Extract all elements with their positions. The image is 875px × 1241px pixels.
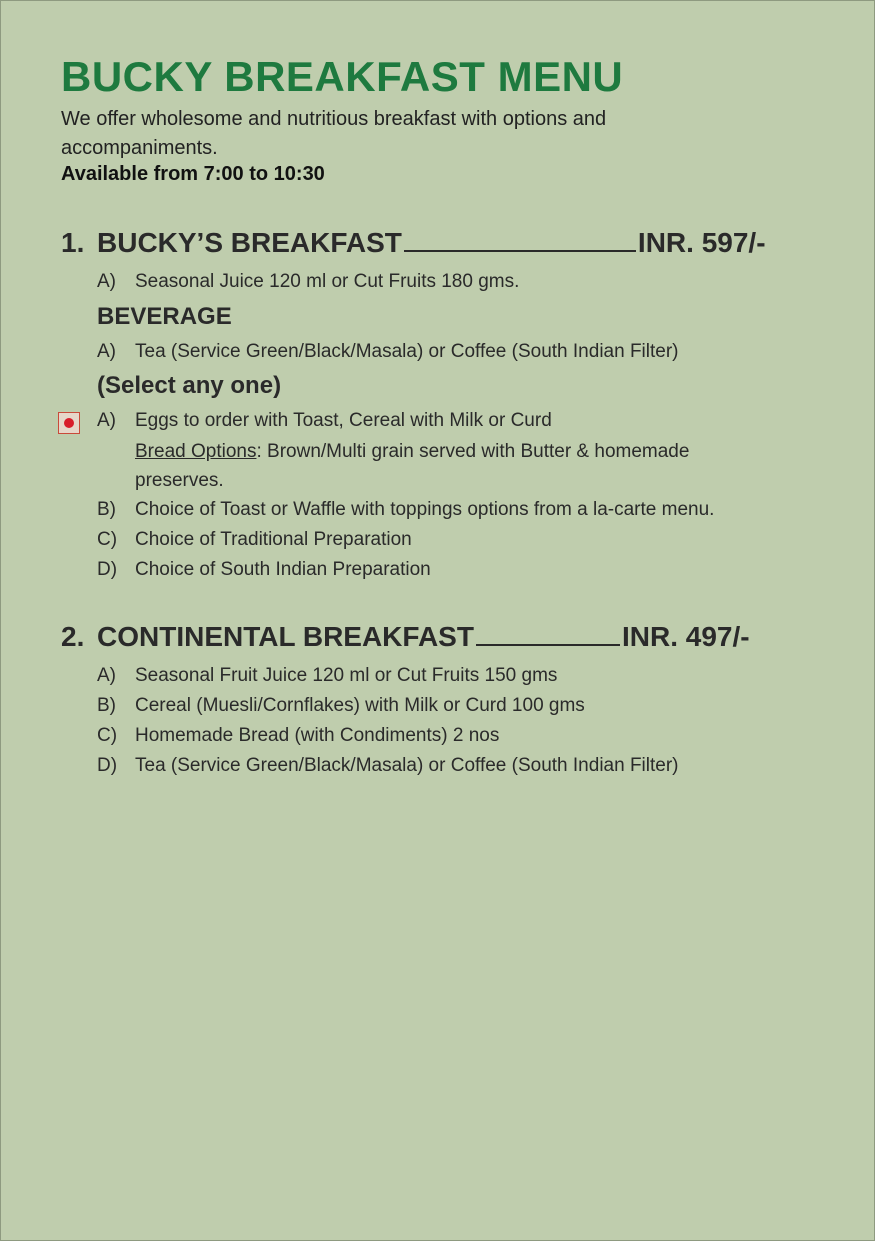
section-price: INR. 597/- [637, 227, 766, 258]
list-item [97, 691, 585, 721]
item-text: Choice of Traditional Preparation [135, 529, 412, 550]
item-letter: D) [97, 755, 118, 776]
bread-options-label: Bread Options [135, 441, 257, 462]
section-number: 2. [61, 621, 85, 652]
leader-line [476, 643, 620, 646]
list-item [97, 267, 519, 297]
select-heading: (Select any one) [97, 372, 282, 399]
item-text: Seasonal Fruit Juice 120 ml or Cut Fruits 150 gms [135, 665, 558, 686]
list-item [97, 751, 679, 781]
item-letter: D) [97, 559, 118, 580]
item-text: Choice of South Indian Preparation [135, 559, 431, 580]
bread-options-line [135, 437, 689, 466]
item-letter: A) [97, 341, 116, 362]
item-letter: C) [97, 725, 118, 746]
section-heading-continental-breakfast [61, 621, 750, 657]
item-letter: B) [97, 499, 116, 520]
list-item [97, 661, 557, 691]
availability-text: Available from 7:00 to 10:30 [61, 163, 325, 185]
item-text: Seasonal Juice 120 ml or Cut Fruits 180 gms. [135, 271, 520, 292]
section-name: CONTINENTAL BREAKFAST [97, 621, 474, 652]
item-letter: A) [97, 410, 116, 431]
item-text: Eggs to order with Toast, Cereal with Milk or Curd [135, 410, 552, 431]
section-price: INR. 497/- [621, 621, 750, 652]
item-letter: A) [97, 271, 116, 292]
item-text: Tea (Service Green/Black/Masala) or Coffee (South Indian Filter) [135, 755, 679, 776]
intro-text: We offer wholesome and nutritious breakfast with options and accompaniments. [61, 108, 607, 159]
leader-line [404, 249, 636, 252]
section-heading-buckys-breakfast [61, 227, 766, 263]
bread-options-line-2: preserves. [135, 470, 224, 491]
section-number: 1. [61, 227, 85, 258]
list-item [97, 525, 412, 555]
item-letter: B) [97, 695, 116, 716]
item-letter: C) [97, 529, 118, 550]
item-letter: A) [97, 665, 116, 686]
bread-options-text: : Brown/Multi grain served with Butter & homemade [256, 441, 690, 462]
dot [64, 418, 74, 428]
item-text: Choice of Toast or Waffle with toppings options from a la-carte menu. [135, 499, 715, 520]
item-text: Cereal (Muesli/Cornflakes) with Milk or Curd 100 gms [135, 695, 585, 716]
item-text: Homemade Bread (with Condiments) 2 nos [135, 725, 500, 746]
list-item [97, 721, 499, 751]
beverage-heading: BEVERAGE [97, 303, 232, 330]
list-item [97, 495, 714, 525]
selected-dot-icon [58, 412, 80, 434]
item-text: Tea (Service Green/Black/Masala) or Coffee (South Indian Filter) [135, 341, 679, 362]
list-item [97, 406, 552, 436]
list-item [97, 555, 431, 585]
list-item [97, 337, 679, 367]
section-name: BUCKY’S BREAKFAST [97, 227, 402, 258]
page-title: BUCKY BREAKFAST MENU [61, 53, 624, 100]
